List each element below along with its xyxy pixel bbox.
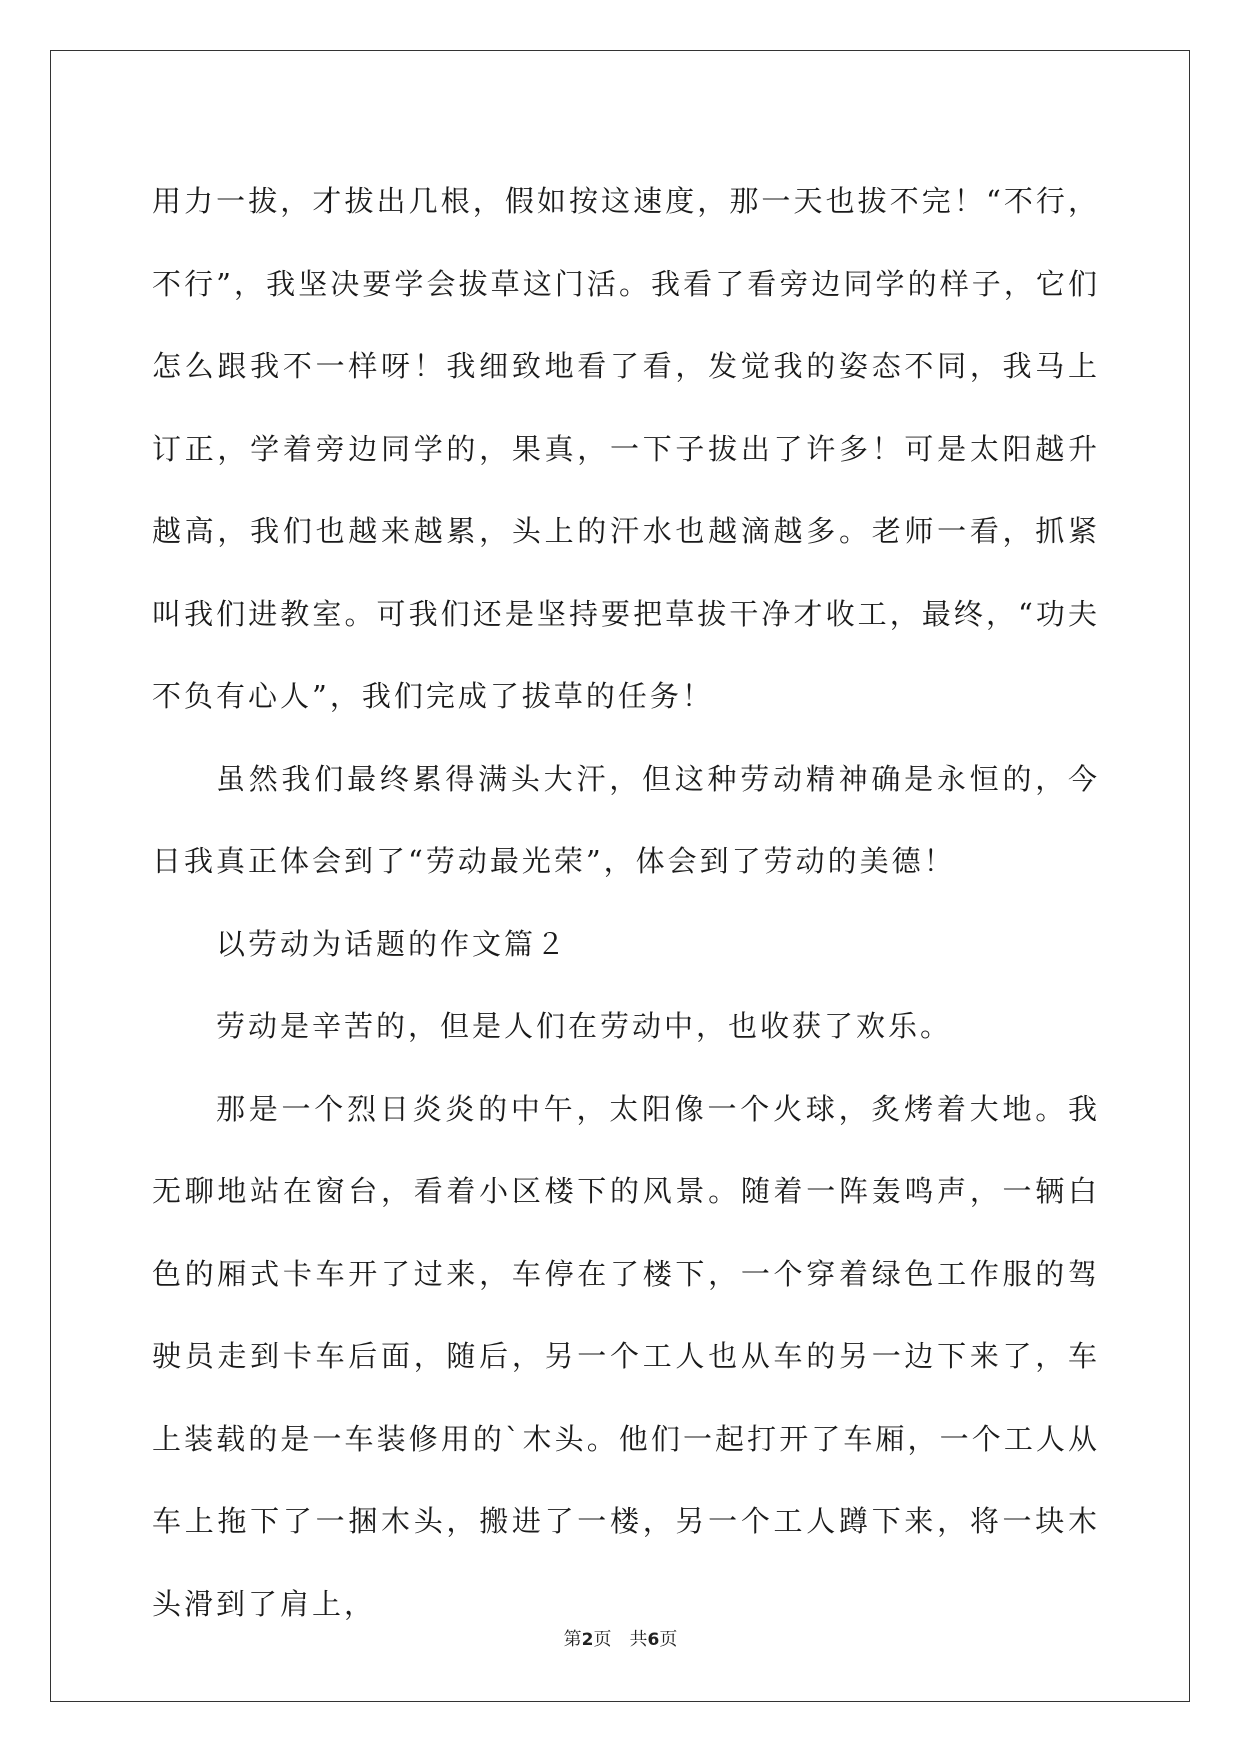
- paragraph: 那是一个烈日炎炎的中午，太阳像一个火球，炙烤着大地。我无聊地站在窗台，看着小区楼下的风景。随着一阵轰鸣声，一辆白色的厢式卡车开了过来，车停在了楼下，一个穿着绿色工作服的驾驶员走到卡车后面，随后，另一个工人也从车的另一边下来了，车上装载的是一车装修用的`木头。他们一起打开了车厢，一个工人从车上拖下了一捆木头，搬进了一楼，另一个工人蹲下来，将一块木头滑到了肩上，: [152, 1091, 1100, 1621]
- current-page-number: 2: [581, 1630, 594, 1650]
- document-body: [152, 160, 1100, 1645]
- section-heading: 以劳动为话题的作文篇２: [216, 926, 569, 961]
- page-footer: [0, 1628, 1241, 1652]
- paragraph: 劳动是辛苦的，但是人们在劳动中，也收获了欢乐。: [216, 1009, 953, 1043]
- paragraph-continued: 用力一拔，才拔出几根，假如按这速度，那一天也拔不完！“不行，不行”，我坚决要学会拔草这门活。我看了看旁边同学的样子，它们怎么跟我不一样呀！我细致地看了看，发觉我的姿态不同，我马上订正，学着旁边同学的，果真，一下子拔出了许多！可是太阳越升越高，我们也越来越累，头上的汗水也越滴越多。老师一看，抓紧叫我们进教室。可我们还是坚持要把草拔干净才收工，最终，“功夫不负有心人”，我们完成了拔草的任务！: [152, 184, 1100, 713]
- footer-prefix: 第: [563, 1629, 582, 1650]
- footer-middle: 页 共: [593, 1629, 648, 1650]
- footer-suffix: 页: [659, 1629, 678, 1650]
- paragraph: 虽然我们最终累得满头大汗，但这种劳动精神确是永恒的，今日我真正体会到了“劳动最光荣”，体会到了劳动的美德！: [152, 761, 1100, 878]
- total-page-number: 6: [647, 1630, 660, 1650]
